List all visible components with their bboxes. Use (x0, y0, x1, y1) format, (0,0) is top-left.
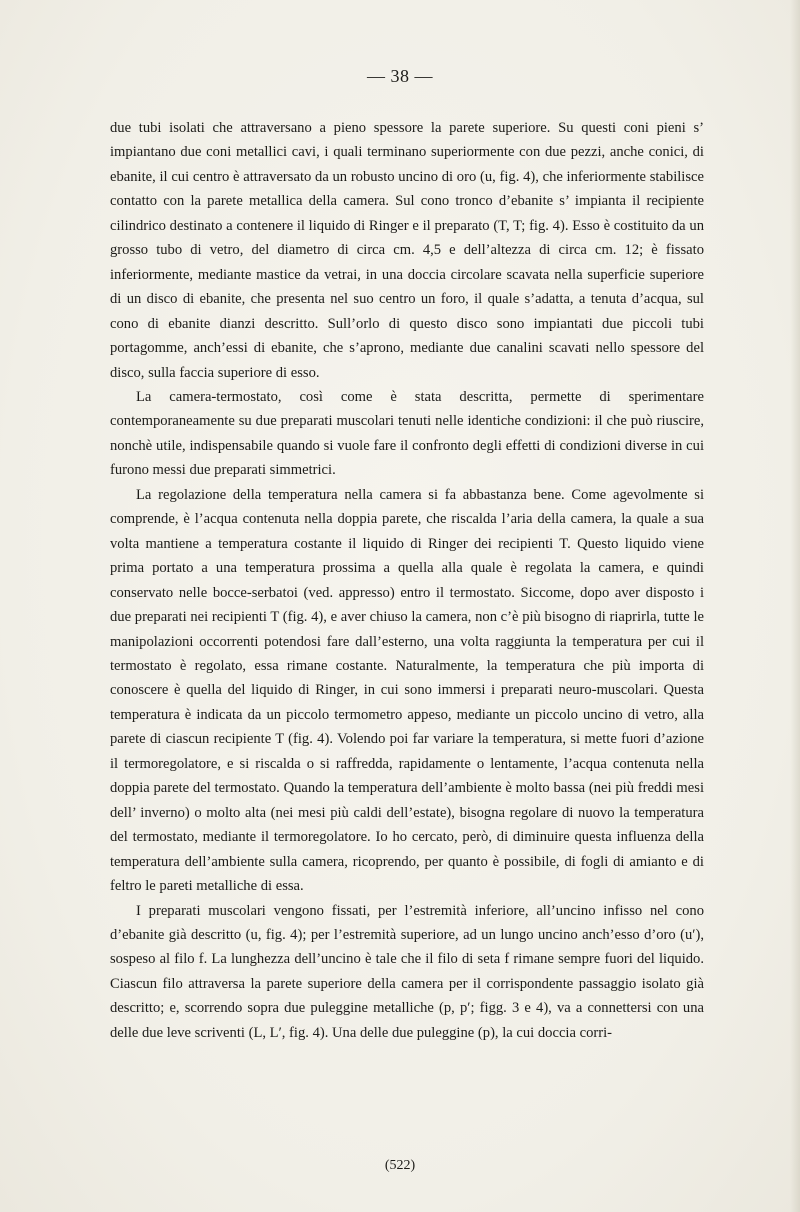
footer-code: (522) (384, 1158, 416, 1173)
paragraph-temperature-regulation: La regolazione della temperatura nella camera si fa abbastanza bene. Come agevolmente si comprende, è l’acqua contenuta nella doppia parete, che riscalda l’aria della camera, la quale a sua volta mantiene a temperatura costante il liquido di Ringer dei recipienti T. Questo liquido viene prima portato a una temperatura prossima a quella alla quale è regolata la camera, e quindi conservato nelle bocce-serbatoi (ved. appresso) entro il termostato. Siccome, dopo aver disposto i due preparati nei recipienti T (fig. 4), e aver chiuso la camera, non c’è più bisogno di riaprirla, tutte le manipolazioni occorrenti potendosi fare dall’esterno, una volta raggiunta la temperatura per cui il termostato è regolato, essa rimane costante. Naturalmente, la temperatura che più importa di conoscere è quella del liquido di Ringer, in cui sono immersi i preparati neuro-muscolari. Questa temperatura è indicata da un piccolo termometro appeso, mediante un piccolo uncino di vetro, alla parete di ciascun recipiente T (fig. 4). Volendo poi far variare la temperatura, si mette fuori d’azione il termoregolatore, e si riscalda o si raffredda, rapidamente o lentamente, l’acqua contenuta nella doppia parete del termostato. Quando la temperatura dell’ambiente è molto bassa (nei più freddi mesi dell’ inverno) o molto alta (nei mesi più caldi dell’estate), bisogna regolare di nuovo la temperatura del termostato, mediante il termoregolatore. Io ho cercato, però, di diminuire questa influenza della temperatura dell’ambiente sulla camera, ricoprendo, per quanto è possibile, di fogli di amianto e di feltro le pareti metalliche di essa. (110, 486, 704, 895)
body-text (110, 116, 704, 1045)
paragraph-thermostat-chamber: La camera-termostato, così come è stata descritta, permette di sperimentare contemporaneamente su due preparati muscolari tenuti nelle identiche condizioni: il che può riuscire, nonchè utile, indispensabile quando si vuole fare il confronto degli effetti di condizioni diverse in cui furono messi due preparati simmetrici. (110, 388, 704, 479)
page-number: — 38 — (367, 66, 433, 86)
paragraph-cone-description: due tubi isolati che attraversano a pieno spessore la parete superiore. Su questi coni pieni s’ impiantano due coni metallici cavi, i quali terminano superiormente con due pezzi, anche conici, di ebanite, il cui centro è attraversato da un robusto uncino di oro (u, fig. 4), che inferiormente stabilisce contatto con la parete metallica della camera. Sul cono tronco d’ebanite s’ impianta il recipiente cilindrico destinato a contenere il liquido di Ringer e il preparato (T, T; fig. 4). Esso è costituito da un grosso tubo di vetro, del diametro di circa cm. 4,5 e dell’altezza di circa cm. 12; è fissato inferiormente, mediante mastice da vetrai, in una doccia circolare scavata nella superficie superiore di un disco di ebanite, che presenta nel suo centro un foro, il quale s’adatta, a tenuta d’acqua, sul cono di ebanite dianzi descritto. Sull’orlo di questo disco sono impiantati due piccoli tubi portagomme, anch’essi di ebanite, che s’aprono, mediante due canalini scavati nello spessore del disco, sulla faccia superiore di esso. (110, 120, 704, 381)
paragraph-muscle-preparations: I preparati muscolari vengono fissati, per l’estremità inferiore, all’uncino infisso nel cono d’ebanite già descritto (u, fig. 4); per l’estremità superiore, ad un lungo uncino anch’esso d’oro (u′), sospeso al filo f. La lunghezza dell’uncino è tale che il filo di seta f rimane sempre fuori del liquido. Ciascun filo attraversa la parete superiore della camera per il corrispondente passaggio isolato già descritto; e, scorrendo sopra due puleggine metalliche (p, p′; figg. 3 e 4), va a connettersi con una delle due leve scriventi (L, L′, fig. 4). Una delle due puleggine (p), la cui doccia corri- (110, 902, 704, 1041)
page-edge-shadow (790, 0, 800, 1212)
